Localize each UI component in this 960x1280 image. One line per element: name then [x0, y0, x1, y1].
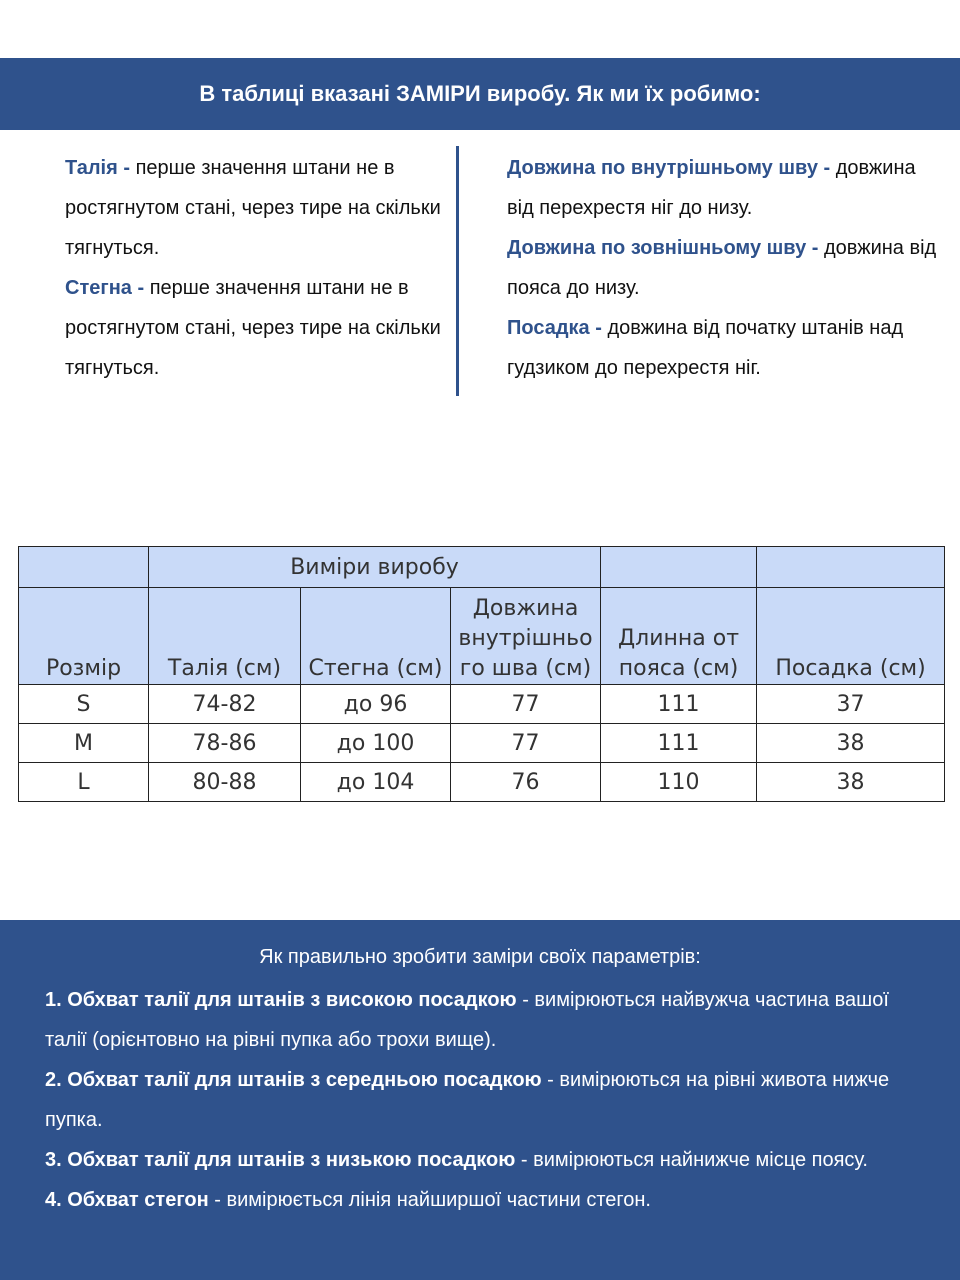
size-table — [18, 546, 945, 802]
cell-inseam: 76 — [451, 763, 601, 802]
cell-hips: до 96 — [301, 685, 451, 724]
definition-hips-text: перше значення штани не в ростягнутом стані, через тире на скільки тягнуться. — [65, 277, 441, 379]
definition-rise-text: довжина від початку штанів над гудзиком до перехрестя ніг. — [507, 317, 904, 379]
instructions-panel — [0, 920, 960, 1280]
definition-inseam — [507, 148, 947, 228]
instruction-item: 2. Обхват талії для штанів з середньою посадкою - вимірюються на рівні живота нижче пупка. — [45, 1069, 890, 1131]
cell-hips: до 104 — [301, 763, 451, 802]
cell-inseam: 77 — [451, 685, 601, 724]
instruction-item: 3. Обхват талії для штанів з низькою посадкою - вимірюються найнижче місце поясу. — [45, 1149, 868, 1171]
column-divider — [456, 146, 459, 396]
definition-outseam — [507, 228, 947, 308]
header-inseam: Довжина внутрішньо го шва (см) — [451, 588, 601, 685]
cell-rise: 37 — [757, 685, 945, 724]
definition-rise — [507, 308, 947, 388]
header-rise: Посадка (см) — [757, 588, 945, 685]
header-empty-cell — [601, 547, 757, 588]
table-row — [19, 724, 945, 763]
definition-waist — [65, 148, 445, 268]
term-rise: Посадка - — [507, 317, 608, 339]
cell-rise: 38 — [757, 724, 945, 763]
term-inseam: Довжина по внутрішньому шву - — [507, 157, 836, 179]
cell-outseam: 110 — [601, 763, 757, 802]
definition-hips — [65, 268, 445, 388]
header-outseam: Длинна от пояса (см) — [601, 588, 757, 685]
table-row — [19, 685, 945, 724]
table-row — [19, 763, 945, 802]
table-group-title: Виміри виробу — [149, 547, 601, 588]
definition-outseam-text: довжина від пояса до низу. — [507, 237, 937, 299]
instruction-item: 1. Обхват талії для штанів з високою посадкою - вимірюються найвужча частина вашої талії (орієнтовно на рівні пупка або трохи вище). — [45, 989, 889, 1051]
cell-waist: 80-88 — [149, 763, 301, 802]
header-hips: Стегна (см) — [301, 588, 451, 685]
term-waist: Талія - — [65, 157, 136, 179]
definition-inseam-text: довжина від перехрестя ніг до низу. — [507, 157, 916, 219]
term-hips: Стегна - — [65, 277, 150, 299]
instruction-item: 4. Обхват стегон - вимірюється лінія найширшої частини стегон. — [45, 1189, 651, 1211]
cell-outseam: 111 — [601, 685, 757, 724]
header-empty-cell — [757, 547, 945, 588]
instructions-heading: Як правильно зробити заміри своїх параметрів: — [259, 946, 701, 968]
cell-size: L — [19, 763, 149, 802]
right-definitions — [507, 148, 947, 388]
table-header-row — [19, 588, 945, 685]
definition-waist-text: перше значення штани не в ростягнутом стані, через тире на скільки тягнуться. — [65, 157, 441, 259]
cell-size: M — [19, 724, 149, 763]
left-definitions — [65, 148, 445, 388]
table-header-group-row — [19, 547, 945, 588]
top-banner — [0, 58, 960, 130]
cell-hips: до 100 — [301, 724, 451, 763]
instructions-list — [45, 980, 935, 1220]
cell-waist: 74-82 — [149, 685, 301, 724]
cell-waist: 78-86 — [149, 724, 301, 763]
cell-rise: 38 — [757, 763, 945, 802]
cell-outseam: 111 — [601, 724, 757, 763]
header-waist: Талія (см) — [149, 588, 301, 685]
header-empty-cell — [19, 547, 149, 588]
term-outseam: Довжина по зовнішньому шву - — [507, 237, 824, 259]
banner-title: В таблиці вказані ЗАМІРИ виробу. Як ми їх робимо: — [199, 81, 761, 106]
header-size: Розмір — [19, 588, 149, 685]
cell-inseam: 77 — [451, 724, 601, 763]
cell-size: S — [19, 685, 149, 724]
